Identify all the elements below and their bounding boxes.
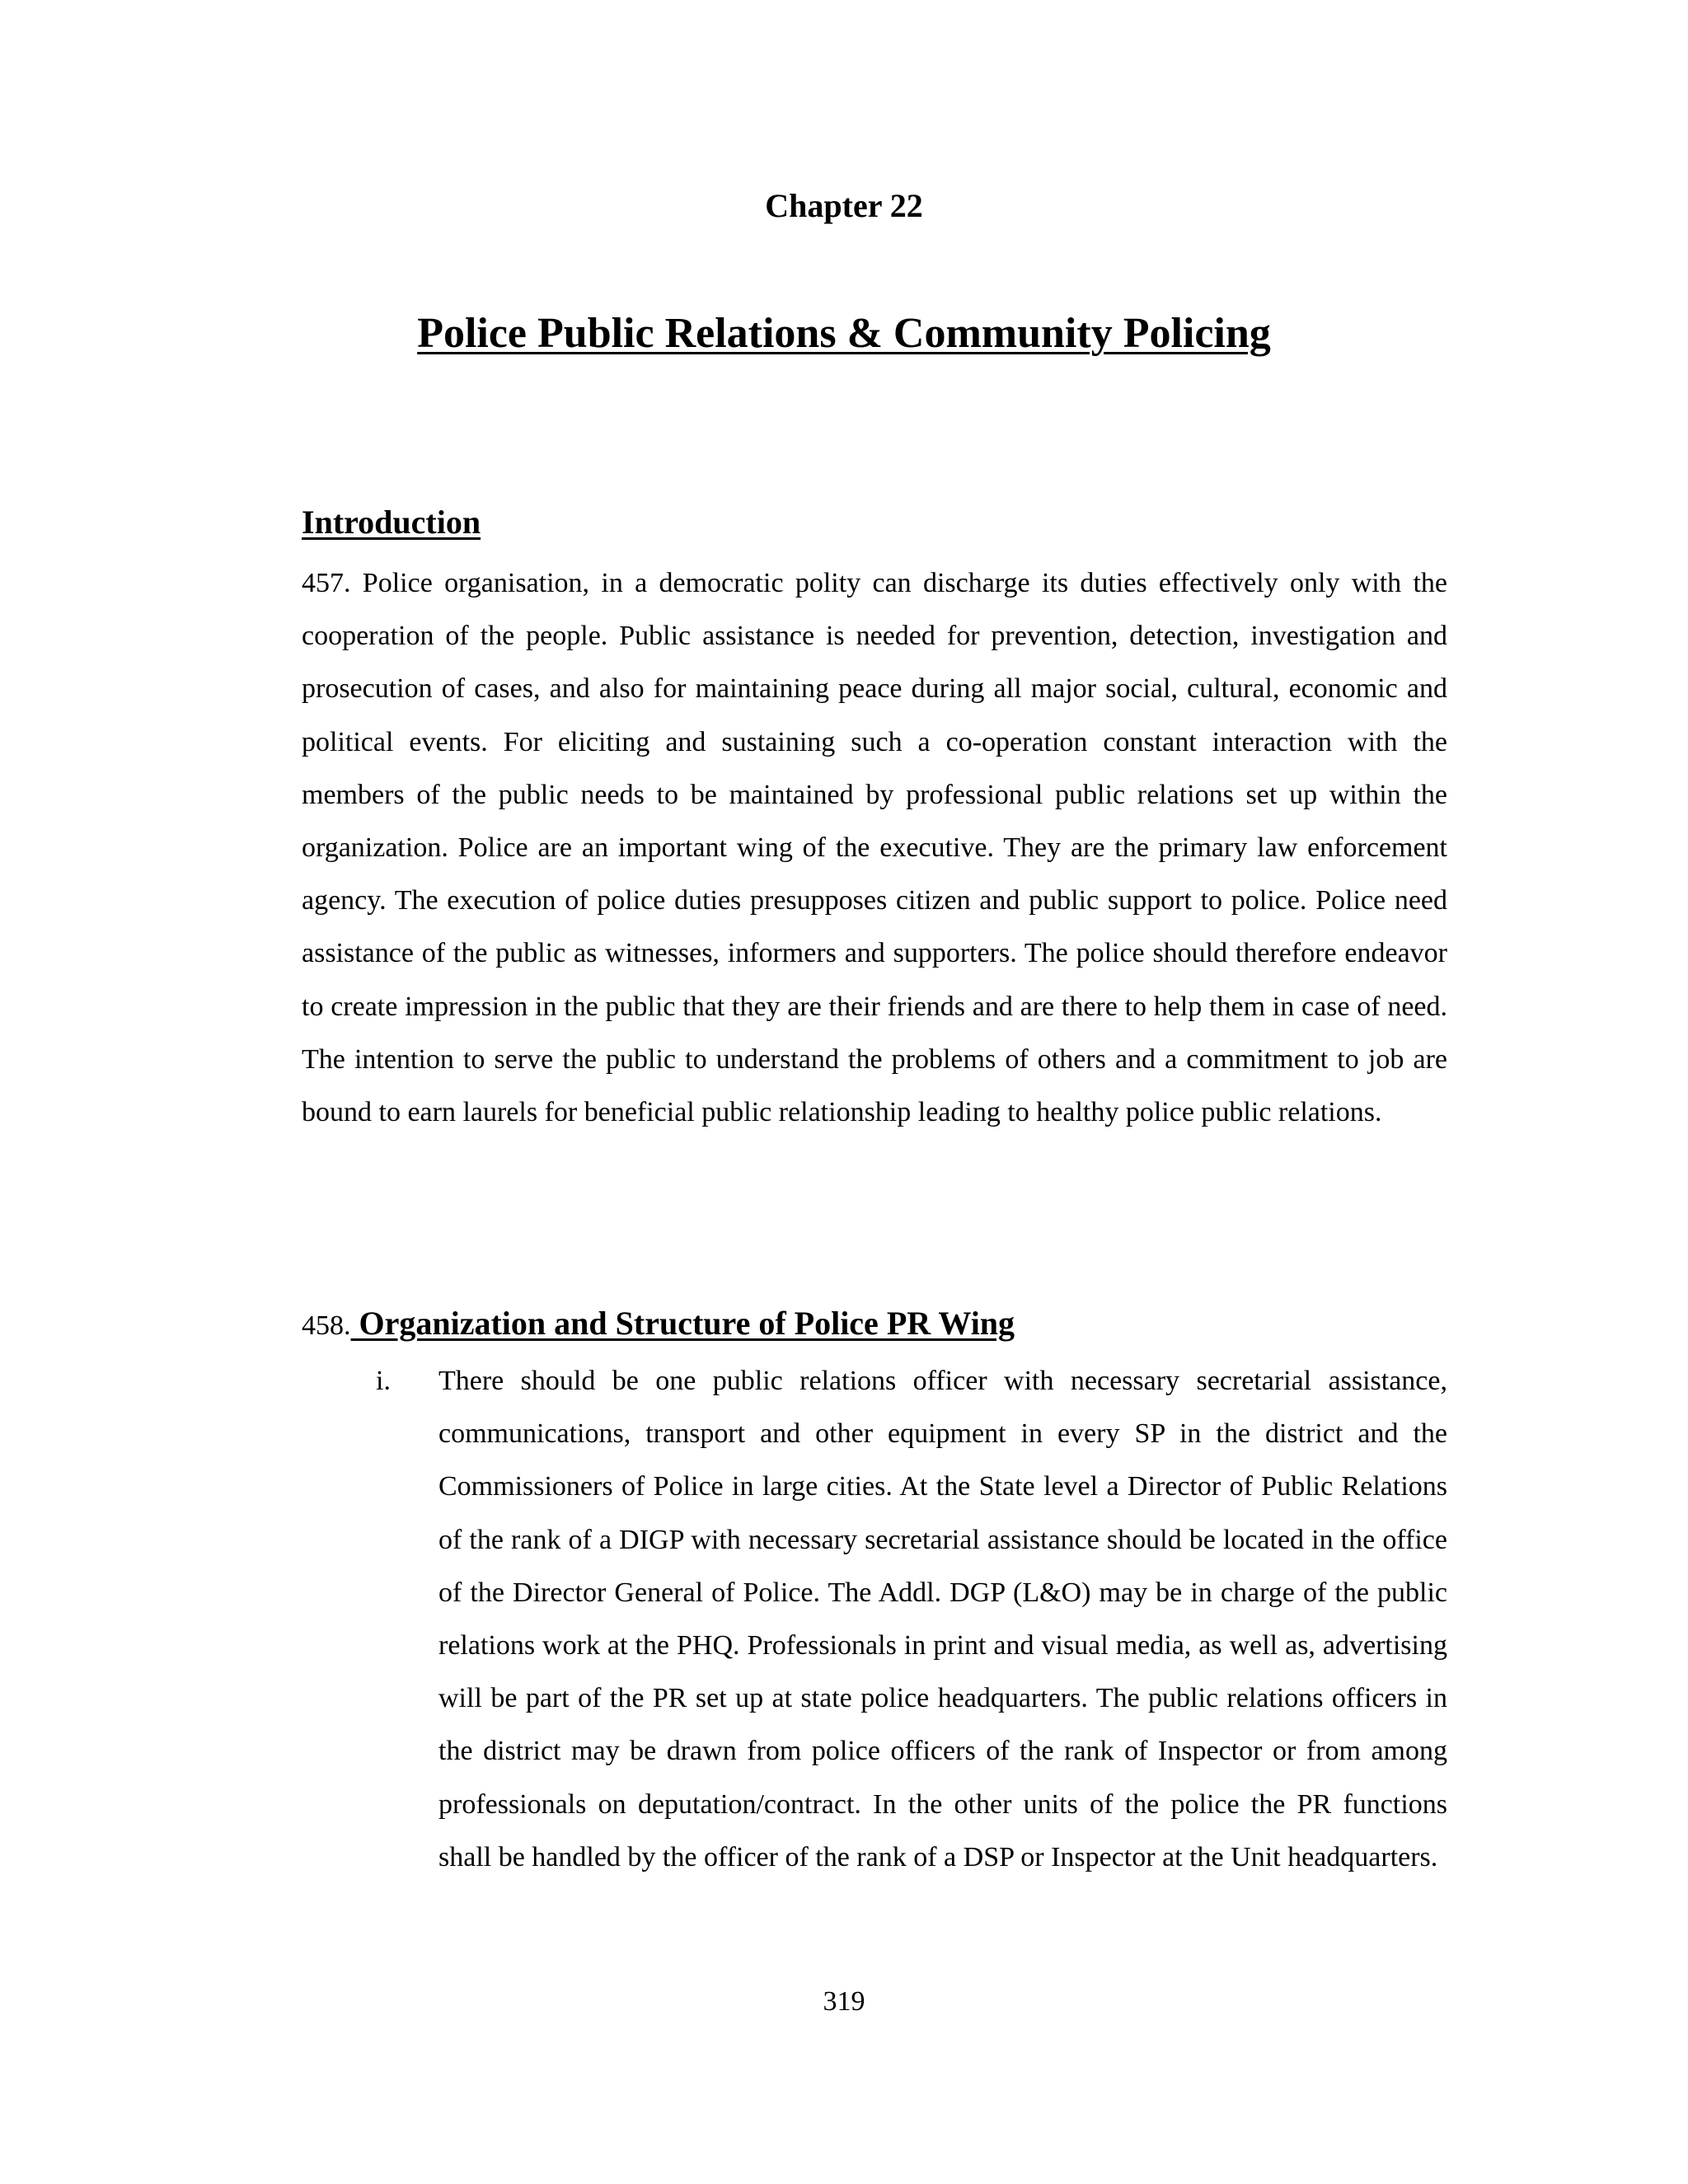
paragraph-457: 457. Police organisation, in a democratic polity can discharge its duties effectively only with the cooperation of the people. Public assistance is needed for prevention, detection, investigation and prosecution of cases, and also for maintaining peace during all major social, cultural, economic and political events. For eliciting and sustaining such a co-operation constant interaction with the members of the public needs to be maintained by professional public relations set up within the organization. Police are an important wing of the executive. They are the primary law enforcement agency. The execution of police duties presupposes citizen and public support to police. Police need assistance of the public as witnesses, informers and supporters. The police should therefore endeavor to create impression in the public that they are their friends and are there to help them in case of need. The intention to serve the public to understand the problems of others and a commitment to job are bound to earn laurels for beneficial public relationship leading to healthy police public relations. (302, 568, 1447, 1128)
list-item-marker: i. (376, 1366, 391, 1396)
section-458-number: 458. (302, 1310, 351, 1341)
introduction-heading: Introduction (302, 504, 481, 541)
section-458-heading (302, 1302, 1015, 1347)
list-item-text: There should be one public relations officer with necessary secretarial assistance, communications, transport and other equipment in every SP in the district and the Commissioners of Police in large cities. At the State level a Director of Public Relations of the rank of a DIGP with necessary secretarial assistance should be located in the office of the Director General of Police. The Addl. DGP (L&O) may be in charge of the public relations work at the PHQ. Professionals in print and visual media, as well as, advertising will be part of the PR set up at state police headquarters. The public relations officers in the district may be drawn from police officers of the rank of Inspector or from among professionals on deputation/contract. In the other units of the police the PR functions shall be handled by the officer of the rank of a DSP or Inspector at the Unit headquarters. (438, 1366, 1447, 1872)
section-458-title: Organization and Structure of Police PR Wing (350, 1305, 1015, 1342)
chapter-title: Police Public Relations & Community Policing (417, 310, 1271, 357)
page-number: 319 (823, 1986, 865, 2017)
chapter-label: Chapter 22 (765, 187, 923, 224)
